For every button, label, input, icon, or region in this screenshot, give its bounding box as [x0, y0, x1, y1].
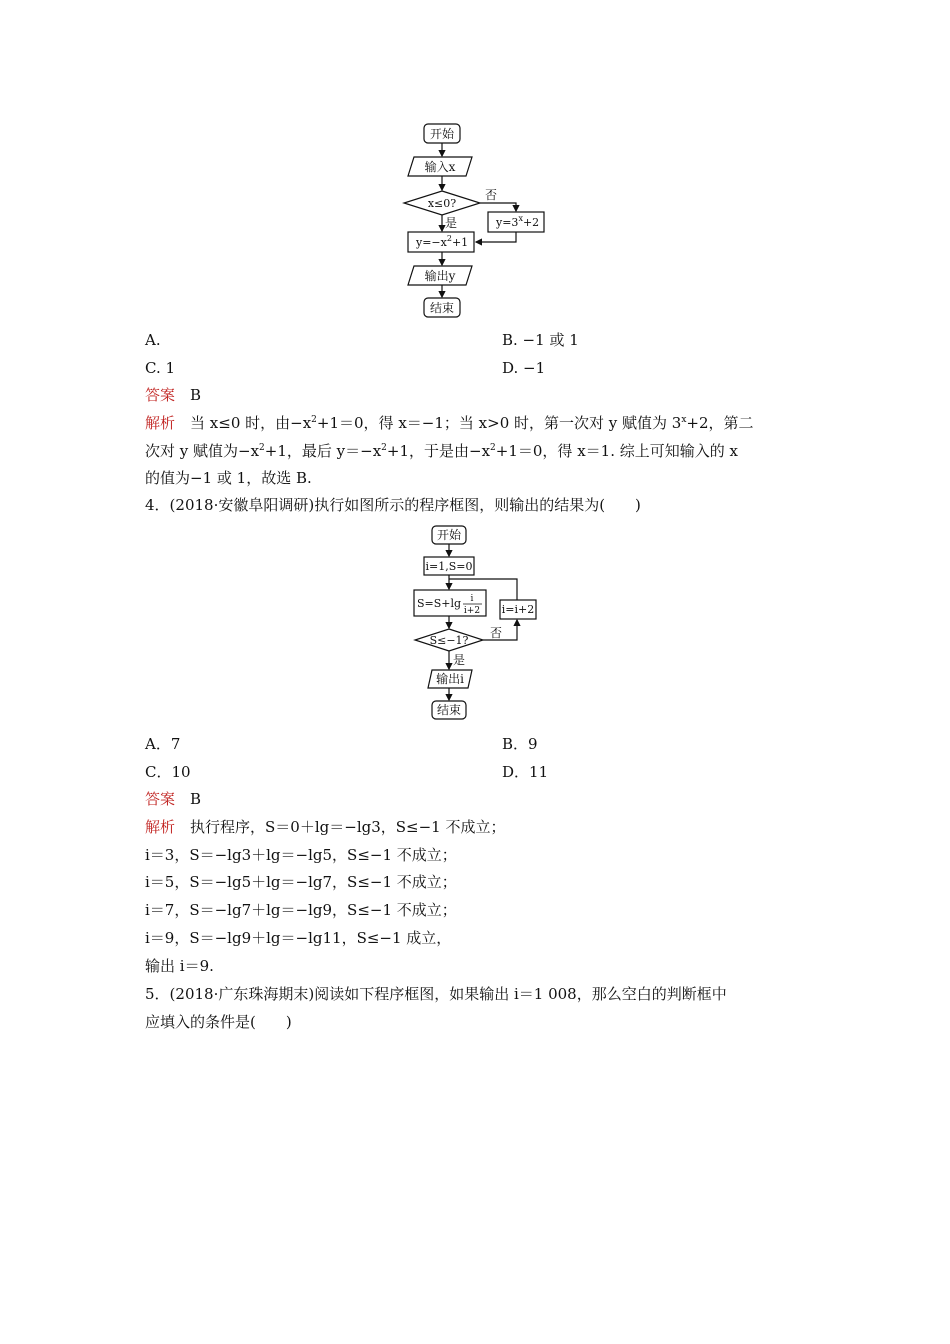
end-label: 结束 — [436, 703, 462, 717]
flowchart-2 — [410, 522, 550, 724]
q3-option-b: B. −1 或 1 — [502, 331, 579, 349]
end-label: 结束 — [429, 301, 455, 315]
q5-stem-line-2: 应填入的条件是( ) — [145, 1013, 292, 1031]
yes-label: 是 — [445, 216, 458, 230]
frac-den: i+2 — [463, 606, 481, 616]
start-label: 开始 — [436, 528, 462, 542]
q3-analysis-line-1: 解析 当 x≤0 时，由$-x^2+1=0$，得 x＝−1；当 x>0 时，第一次对 y 赋值为 $3^x+2$，第二 — [145, 414, 754, 432]
q3-analysis-line-3: 的值为−1 或 1，故选 B. — [145, 469, 312, 487]
q4-analysis-line-5: i＝9，S＝−lg9＋lg＝−lg11，S≤−1 成立， — [145, 929, 452, 947]
svg-text:y=3x+2: $y=3^x+2$ — [496, 214, 540, 229]
no-label: 否 — [485, 188, 498, 202]
cond-label: S≤−1? — [429, 634, 469, 647]
q3-option-c: C. 1 — [145, 359, 176, 377]
output-label: 输出i — [436, 672, 464, 686]
q4-option-b: B．9 — [502, 735, 538, 753]
output-label: 输出y — [424, 269, 456, 283]
q3-analysis-line-2: 次对 y 赋值为$-x^2+1$，最后 $y=-x^2+1$，于是由$-x^2+1=0$，得 x＝1. 综上可知输入的 x — [145, 442, 738, 460]
start-label: 开始 — [429, 127, 455, 141]
frac-num: i — [470, 594, 474, 604]
q5-stem-line-1: 5．(2018·广东珠海期末)阅读如下程序框图，如果输出 i＝1 008，那么空白的判断框中 — [145, 985, 727, 1003]
cond-label: x≤0? — [427, 197, 457, 210]
no-label: 否 — [490, 626, 503, 640]
q4-analysis-line-3: i＝5，S＝−lg5＋lg＝−lg7，S≤−1 不成立； — [145, 873, 457, 891]
q4-stem: 4．(2018·安徽阜阳调研)执行如图所示的程序框图，则输出的结果为( ) — [145, 496, 641, 514]
q4-option-d: D．11 — [502, 763, 549, 781]
init-label: i=1,S=0 — [425, 560, 473, 573]
q4-option-a: A．7 — [145, 735, 181, 753]
flowchart-1 — [400, 120, 560, 320]
svg-text:y=−x2+1: $y=-x^2+1$ — [416, 234, 469, 249]
yes-label: 是 — [453, 653, 466, 667]
q4-option-c: C．10 — [145, 763, 191, 781]
q3-option-a: A. — [145, 331, 161, 349]
q4-analysis-line-4: i＝7，S＝−lg7＋lg＝−lg9，S≤−1 不成立； — [145, 901, 457, 919]
incr-label: i=i+2 — [501, 603, 535, 616]
q4-analysis-line-2: i＝3，S＝−lg3＋lg＝−lg5，S≤−1 不成立； — [145, 846, 457, 864]
input-label: 输入x — [424, 160, 456, 174]
q3-answer: 答案 B — [145, 386, 202, 404]
q3-option-d: D. −1 — [502, 359, 546, 377]
q4-analysis-line-1: 解析 执行程序，S＝0＋lg＝−lg3，S≤−1 不成立； — [145, 818, 506, 836]
q4-answer: 答案 B — [145, 790, 202, 808]
q4-analysis-line-6: 输出 i＝9. — [145, 957, 214, 975]
assign-label: S=S+lg — [417, 597, 462, 610]
